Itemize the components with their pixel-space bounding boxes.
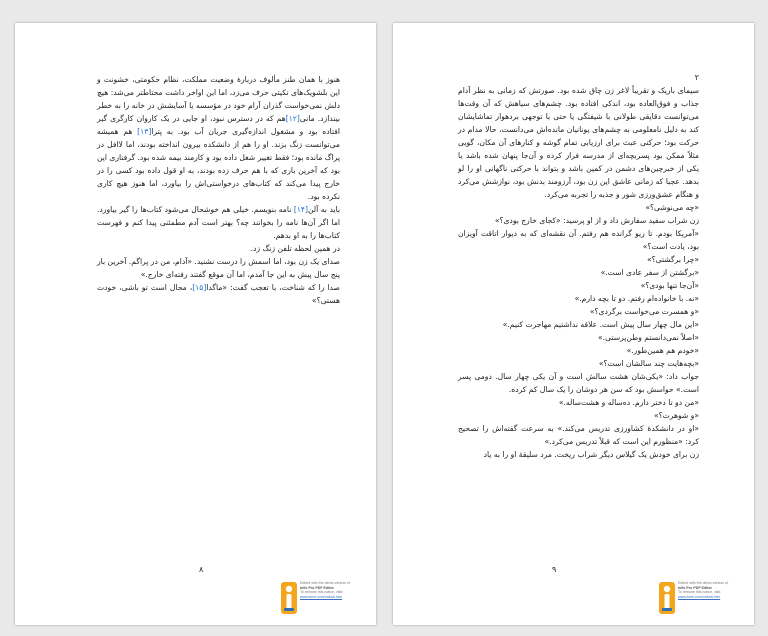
paragraph-text: «اصلاً نمی‌دانستم وطن‌پرستی.»	[598, 333, 699, 342]
paragraph-text: «خودم هم همین‌طور.»	[626, 346, 699, 355]
footnote-link[interactable]: [۱۵]	[192, 283, 207, 292]
paragraph	[458, 214, 699, 227]
top-page-marker: ۲	[694, 73, 699, 82]
watermark-text	[678, 581, 751, 599]
watermark-link[interactable]: www.iceni.com/unlock.htm	[300, 594, 343, 599]
left-page-text	[97, 73, 340, 307]
paragraph-text: صدا را که شناخت، با تعجب گفت: «ماگدا	[206, 283, 340, 292]
paragraph	[458, 422, 699, 448]
paragraph-text: زن شراب سفید سفارش داد و از او پرسید: «کجای خارج بودی؟»	[494, 216, 699, 225]
watermark-line1: Edited with the demo version of	[678, 581, 729, 585]
paragraph	[458, 84, 699, 201]
paragraph-text: جواب داد: «یکی‌شان هشت سالش است و آن یکی چهار سال. دومی پسر است.» حواسش بود که سن هر دوشان را یک سال کم کرده.	[458, 372, 699, 394]
paragraph	[97, 281, 340, 307]
paragraph	[458, 292, 699, 305]
paragraph-text: زن برای خودش یک گیلاس دیگر شراب ریخت. مرد سلیقهٔ او را به یاد	[483, 450, 699, 459]
paragraph-text: در همین لحظه تلفن زنگ زد.	[250, 244, 340, 253]
right-page-text	[458, 73, 699, 461]
paragraph-text: «من دو تا دختر دارم. ده‌ساله و هشت‌ساله.»	[558, 398, 699, 407]
watermark-notice	[659, 576, 751, 620]
infix-logo-icon	[281, 578, 297, 618]
paragraph	[97, 242, 340, 255]
paragraph	[458, 227, 699, 253]
paragraph-text: «او در دانشکدهٔ کشاورزی تدریس می‌کند.» به سرعت گفته‌اش را تصحیح کرد: «منظورم این است که قبلاً تدریس می‌کرد.»	[458, 424, 699, 446]
paragraph	[458, 344, 699, 357]
paragraph-text: صدای یک زن بود، اما اسمش را درست نشنید. «آدام، من در پراگم. آخرین بار پنج سال پیش به این جا آمدم، اما آن موقع گفتند رفته‌ای خارج.»	[97, 257, 340, 279]
paragraph	[458, 396, 699, 409]
paragraph-text: «چه می‌نوشی؟»	[645, 203, 699, 212]
footnote-link[interactable]: [۱۲]	[285, 114, 300, 123]
watermark-line2: Infix Pro PDF Editor	[300, 585, 334, 590]
paragraph	[97, 255, 340, 281]
paragraph-text: «نه. با خانواده‌ام رفتم. دو تا بچه دارم.»	[574, 294, 699, 303]
paragraph-text: «برگشتن از سفر عادی است.»	[600, 268, 699, 277]
watermark-line3: To remove this notice, visit:	[678, 590, 722, 595]
paragraph	[458, 305, 699, 318]
watermark-text	[300, 581, 373, 599]
paragraph	[458, 331, 699, 344]
paragraph	[458, 318, 699, 331]
paragraph-text: «این مال چهار سال پیش است. علاقه نداشتیم مهاجرت کنیم.»	[502, 320, 699, 329]
paragraph	[458, 448, 699, 461]
watermark-notice	[281, 576, 373, 620]
paragraph	[97, 73, 340, 203]
paragraph-text: «آن‌جا تنها بودی؟»	[640, 281, 699, 290]
right-page-number: ۹	[552, 565, 557, 574]
right-page	[393, 23, 754, 625]
watermark-line3: To remove this notice, visit:	[300, 590, 344, 595]
paragraph-text: سیمای باریک و تقریباً لاغر زن چاق شده بود. صورتش که زمانی به نظر آدام جذاب و فوق‌العاده بود، اندکی افتاده بود. چشم‌های سیاهش که آن وقت‌ها می‌توانست دقایقی طولانی با شیفتگی یا حتی با توجهی بردهوار تماشایشان کند به دلیل نامعلومی به چشم‌های یونانیان مانده‌اش می‌دانست، حالا مدام در حرکت بود؛ حرکتی عبث برای ارزیابی تمام گوشه و کنارهای آن مکان، گویی مثلاً ممکن بود پسربچه‌ای از مدرسه فرار کرده و آن‌جا پنهان شده باشد یا یکی از خبرچین‌های دشمن در کمین باشد و بتواند با حرکتی ناگهانی او را لو بدهد. عجبا که زمانی عاشق این زن بود، آرزومند بدنش بود، نوازشش می‌کرد و هنگام عشق‌ورزی شور و جذبه را تجربه می‌کرد.	[458, 86, 699, 199]
paragraph-text: «آمریکا بودم. تا ریو گرانده هم رفتم. آن نقشه‌ای که به دیوار اتاقت آویزان بود، یادت است؟»	[458, 229, 699, 251]
footnote-link[interactable]: [۱۳]	[137, 127, 152, 136]
paragraph-text: باید به آلن	[307, 205, 340, 214]
paragraph	[458, 201, 699, 214]
paragraph-text: ، محال است تو باشی، خودت هستی؟»	[97, 283, 340, 305]
footnote-link[interactable]: [۱۴]	[293, 205, 308, 214]
paragraph-text: هم همیشه می‌توانست زنگ بزند. او را هم از دانشکده بیرون انداخته بودند، اما لاافل در پراگ مانده بود؛ فقط تغییر شغل داده بود و کارمند بیمه شده بود. گرفتاری این بود که آخرین باری که با هم حرف زده بودند، به او قول داده بود کسی را در خارج پیدا می‌کند که کتاب‌های درخواستی‌اش را بیاورد، اما هنوز هیچ کاری نکرده بود.	[97, 127, 340, 201]
paragraph	[458, 266, 699, 279]
paragraph	[458, 409, 699, 422]
paragraph-text: هنوز با همان طنز مألوف دربارهٔ وضعیت مملکت، نظام حکومتی، خشونت و این بلشویک‌های تکیتی حرف می‌زد، اما این اواخر داشت محتاطتر می‌شد: هیچ دلش نمی‌خواست گذران آرام خود در مؤسسه یا آسایشش در خانه را به خطر بیندازد. مانی	[97, 75, 340, 123]
watermark-link[interactable]: www.iceni.com/unlock.htm	[678, 594, 721, 599]
left-page	[15, 23, 376, 625]
paragraph	[458, 253, 699, 266]
paragraph	[97, 203, 340, 242]
paragraph	[458, 370, 699, 396]
paragraph-text: «و همسرت می‌خواست برگردی؟»	[589, 307, 699, 316]
left-page-number: ۸	[199, 565, 204, 574]
paragraph-text: «بچه‌هایت چند سالشان است؟»	[598, 359, 699, 368]
paragraph-text: «و شوهرت؟»	[653, 411, 699, 420]
paragraph	[458, 279, 699, 292]
watermark-line1: Edited with the demo version of	[300, 581, 351, 585]
watermark-line2: Infix Pro PDF Editor	[678, 585, 712, 590]
paragraph-text: «چرا برگشتی؟»	[646, 255, 699, 264]
paragraph	[458, 357, 699, 370]
infix-logo-icon	[659, 578, 675, 618]
paragraph-text: هم که در دسترس نبود، او جایی در یک کاروان کارگری گیر افتاده بود و مشغول اندازه‌گیری جریان آب بود. به پترا	[97, 114, 340, 136]
paragraph-text: نامه بنویسم. خیلی هم خوشحال می‌شود کتاب‌ها را گیر بیاورد. اما اگر آن‌ها نامه را بخوانند چه؟ بهتر است آدم مطمئنی پیدا کنم و فهرست کتاب‌ها را به او بدهم.	[97, 205, 340, 240]
